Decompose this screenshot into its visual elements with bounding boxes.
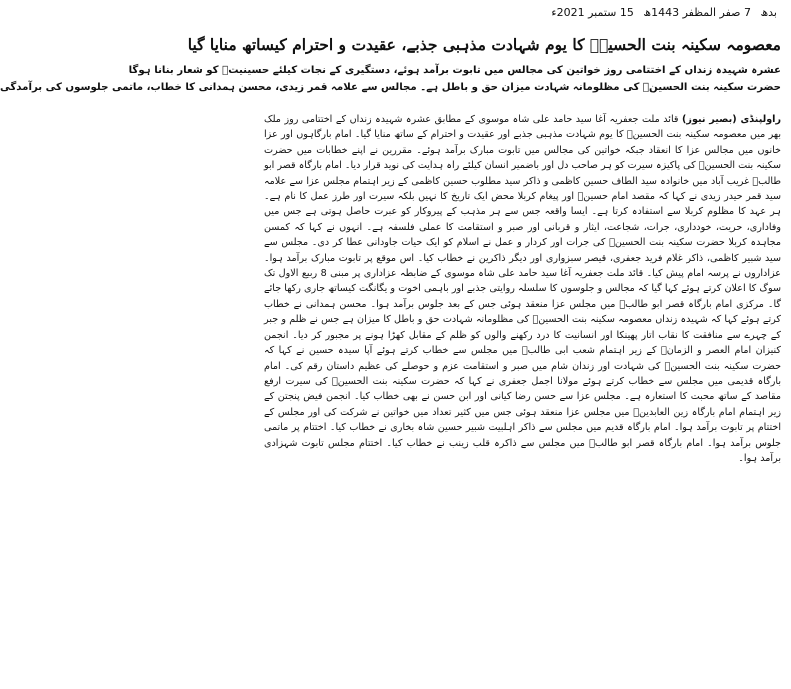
gregorian-date: 15 ستمبر 2021ء <box>551 6 634 19</box>
article-text: قائد ملت جعفریہ آغا سید حامد علی شاہ موسوی کے مطابق عشرہ شہیدہ زنداں کے اختتامی روز ملک بھر میں معصومہ سکینہ بنت الحسینؑ کا یوم شہادت مذہبی جذبے اور عقیدت و احترام کے ساتھ منایا گیا۔ امام بارگاہوں اور عزا خانوں میں مجالس عزا کا انعقاد جبکہ خواتین کی مجالس میں تابوت مبارک برآمد ہوئے۔ مقررین نے اپنے خطابات میں حضرت سکینہ بنت الحسینؑ کی پاکیزہ سیرت کو ہر صاحب دل اور باضمیر انسان کیلئے راہ ہدایت کی نوید قرار دیا۔ امام بارگاہ قصر ابو طالبؑ غریب آباد میں خانوادہ سید الطاف حسین کاظمی و ذاکر سید مطلوب حسین کاظمی کے زیر اہتمام مجلس عزا سے علامہ سید قمر حیدر زیدی نے کہا کہ مقصد امام حسینؑ اور پیغام کربلا محض ایک تاریخ کا نہیں بلکہ سیرت اور طرز عمل کا نام ہے۔ ہر عہد کا مظلوم کربلا سے استفادہ کرتا ہے۔ ایسا واقعہ جس سے ہر مذہب کے پیروکار کو عبرت حاصل ہوتی ہے جس میں وفاداری، حریت، خودداری، جرات، شجاعت، ایثار و قربانی اور صبر و استقامت کا عملی فلسفہ ہے۔ انہوں نے کہا کہ کمسن مجاہدہ کربلا حضرت سکینہ بنت الحسینؑ کی جرات اور کردار و عمل نے اسلام کو ایک حیات جاودانی عطا کر دی۔ مجلس سے سید شبیر کاظمی، ذاکر غلام فرید جعفری، قیصر سبزواری اور دیگر ذاکرین نے خطاب کیا۔ اس موقع پر تابوت مبارک برآمد ہوا۔ عزاداروں نے پرسہ امام پیش کیا۔ قائد ملت جعفریہ آغا سید حامد علی شاہ موسوی کے ضابطہ عزاداری پر مبنی 8 ربیع الاول تک سوگ کا اعلان کرتے ہوئے کہا گیا کہ مجالس و جلوسوں کا سلسلہ روایتی جذبے اور باہمی اخوت و یگانگت کیساتھ جاری رکھا جائے گا۔ مرکزی امام بارگاہ قصر ابو طالبؑ میں مجلس عزا منعقد ہوئی جس کے بعد جلوس برآمد ہوا۔ محسن ہمدانی نے خطاب کرتے ہوئے کہا کہ شہیدہ زنداں معصومہ سکینہ بنت الحسینؑ کی مظلومانہ شہادت حق و باطل کا میزان ہے جس نے ظلم و جبر کے چہرے سے منافقت کا نقاب اتار پھینکا اور انسانیت کا درد رکھنے والوں کو ظلم کے مقابل کھڑا ہونے پر مجبور کر دیا۔ انجمن کنیزان امام العصر و الزمانؑ کے زیر اہتمام شعب ابی طالبؑ میں مجلس سے خطاب کرتے ہوئے آپا سیدہ حسین نے کہا کہ حضرت سکینہ بنت الحسینؑ کی شہادت اور زندان شام میں صبر و استقامت عزم و حوصلے کی عظیم داستان رقم کی۔ امام بارگاہ قدیمی میں مجلس سے خطاب کرتے ہوئے مولانا اجمل جعفری نے کہا کہ حضرت سکینہ بنت الحسینؑ کی سیرت ارفع مقاصد کے ساتھ محبت کا استعارہ ہے۔ مجلس عزا سے حسن رضا کیانی اور ابن حسن نے بھی خطاب کیا۔ انجمن فیض پنجتن کے زیر اہتمام امام بارگاہ زین العابدینؑ میں مجلس عزا منعقد ہوئی جس میں کثیر تعداد میں خواتین نے شرکت کی اور مجلس کے اختتام پر تابوت برآمد ہوا۔ امام بارگاہ قدیم میں مجلس سے ذاکر اہلبیت شبیر حسین شاہ بخاری نے خطاب کیا۔ اختتام پر ماتمی جلوس برآمد ہوا۔ امام بارگاہ قصر ابو طالبؑ میں مجلس سے ذاکرہ قلب زینب نے خطاب کیا۔ اختتام مجلس تابوت شہزادی برآمد ہوا۔ <box>264 114 782 464</box>
subhead-2: حضرت سکینہ بنت الحسینؑ کی مظلومانہ شہادت میزان حق و باطل ہے۔ مجالس سے علامہ قمر زیدی، محسن ہمدانی کا خطاب، ماتمی جلوسوں کی برآمدگی <box>0 82 781 93</box>
headline: معصومہ سکینہ بنت الحسینؑ کا یوم شہادت مذہبی جذبے، عقیدت و احترام کیساتھ منایا گیا <box>187 35 781 54</box>
subheads <box>0 62 781 96</box>
date-line <box>264 6 777 20</box>
article-body <box>264 112 781 466</box>
hijri-date: 7 صفر المظفر 1443ھ <box>643 6 751 19</box>
article-paragraph <box>264 112 781 466</box>
day-name: بدھ <box>760 6 777 19</box>
subhead-1: عشرہ شہیدہ زنداں کے اختتامی روز خواتین کی مجالس میں تابوت برآمد ہوئے، دستگیری کے نجات کیلئے حسینیتؑ کو شعار بنانا ہوگا <box>128 65 781 76</box>
dateline: راولپنڈی (بصیر نیوز) <box>682 114 781 125</box>
